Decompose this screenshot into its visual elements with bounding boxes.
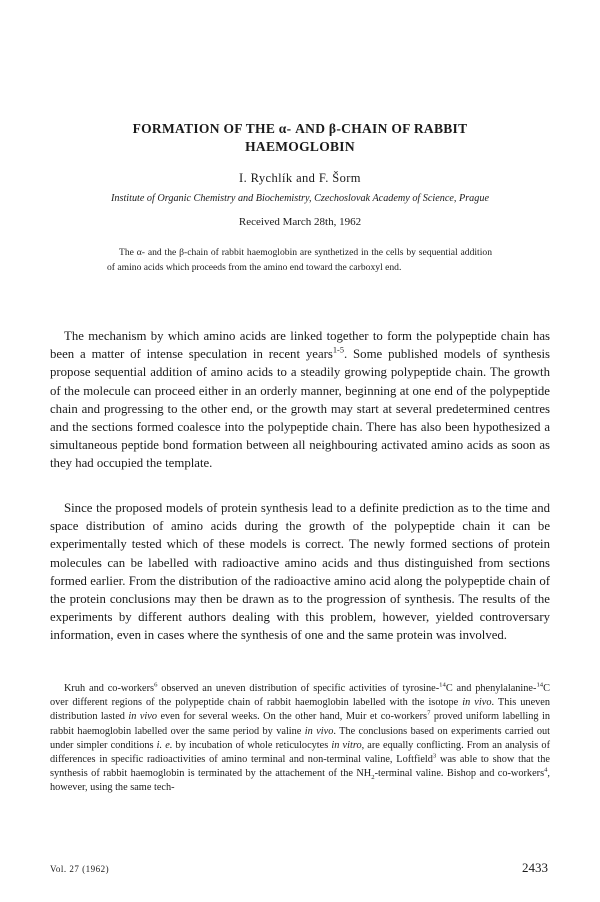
small-text-12: -terminal valine. Bishop and co-workers [374, 768, 545, 780]
small-text-7: proved uniform labelling in rabbit haemoglobin labelled over the same period by valine [50, 711, 550, 737]
small-text-3: C and phenylalanine- [445, 683, 537, 694]
body-paragraph-2 [50, 499, 550, 645]
citation-3[interactable]: 3 [432, 752, 437, 760]
footer-volume: Vol. 27 (1962) [50, 864, 110, 874]
title-line-2: HAEMOGLOBIN [245, 139, 355, 154]
small-text-5: . This uneven distribution lasted [50, 697, 551, 723]
page-number: 2433 [522, 860, 548, 875]
small-text-13: , however, using the same tech- [50, 768, 550, 794]
small-text-10: , are equally conflicting. From an analysis of differences in specific radioactivities of amino terminal and non-terminal valine, Loftfield [50, 739, 551, 766]
citation-7[interactable]: 7 [427, 709, 431, 717]
small-print-paragraph [50, 682, 550, 796]
citation-4[interactable]: 4 [544, 766, 548, 774]
isotope-sup-1: 14 [439, 681, 446, 689]
received-date: Received March 28th, 1962 [238, 216, 362, 228]
small-text-11: was able to show that the synthesis of rabbit haemoglobin is terminated by the attachement of the NH [50, 754, 550, 780]
in-vivo-2: in vivo [128, 711, 157, 723]
small-text-4: C over different regions of the polypeptide chain of rabbit haemoglobin labelled with the isotope [50, 683, 550, 709]
small-text-8: . The conclusions based on experiments carried out under simpler conditions [50, 725, 550, 751]
ie-italic: i. e. [156, 739, 173, 751]
small-text-9: by incubation of whole reticulocytes [172, 739, 332, 751]
affiliation: Institute of Organic Chemistry and Biochemistry, Czechoslovak Academy of Science, Prague [111, 193, 489, 204]
in-vivo-1: in vivo [462, 697, 492, 709]
abstract: The α- and the β-chain of rabbit haemoglobin are synthetized in the cells by sequential addition of amino acids which proceeds from the amino end toward the carboxyl end. [107, 247, 492, 273]
body-p1-text-b: . Some published models of synthesis propose sequential addition of amino acids to a steadily growing polypeptide chain. The growth of the molecule can proceed either in an orderly manner, beginning at one end of the polypeptide chain and progressing to the other end, or the growth may start at several predetermined centres and the sections formed coalesce into the polypeptide chain. There has also been hypothesized a simultaneous peptide bond formation between all neighbouring activated amino acids as soon as they had occupied the template. [50, 347, 550, 471]
small-text-6: even for several weeks. On the other hand, Muir et co-workers [157, 711, 428, 723]
body-p1-text-a: The mechanism by which amino acids are linked together to form the polypeptide chain has been a matter of intense speculation in recent years [50, 329, 550, 362]
isotope-sup-2: 14 [536, 681, 544, 689]
authors: I. Rychlík and F. Šorm [239, 171, 361, 185]
in-vivo-3: in vivo [304, 725, 334, 737]
citation-6[interactable]: 6 [154, 681, 158, 689]
small-text-1: Kruh and co-workers [64, 683, 155, 694]
body-p2-text: Since the proposed models of protein synthesis lead to a definite prediction as to the time and space distribution of amino acids during the growth of the polypeptide chain it can be experimentally tested which of these models is correct. The newly formed sections of protein molecules can be labelled with radioactive amino acids and thus distinguished from sections formed earlier. From the distribution of the radioactive amino acid along the polypeptide chain of the protein conclusions may then be drawn as to the progression of synthesis. The results of the experiments by different authors dealing with this problem, however, yielded controversary information, even in cases where the synthesis of one and the same protein was involved. [50, 501, 550, 643]
nh2-subscript: 2 [371, 774, 375, 782]
in-vitro: in vitro [331, 739, 362, 751]
small-text-2: observed an uneven distribution of specific activities of tyrosine- [157, 683, 440, 694]
article-title [60, 120, 540, 156]
citation-1-5[interactable]: 1-5 [332, 345, 344, 355]
body-paragraph-1 [50, 327, 550, 473]
title-line-1: FORMATION OF THE α- AND β-CHAIN OF RABBIT [132, 121, 468, 136]
